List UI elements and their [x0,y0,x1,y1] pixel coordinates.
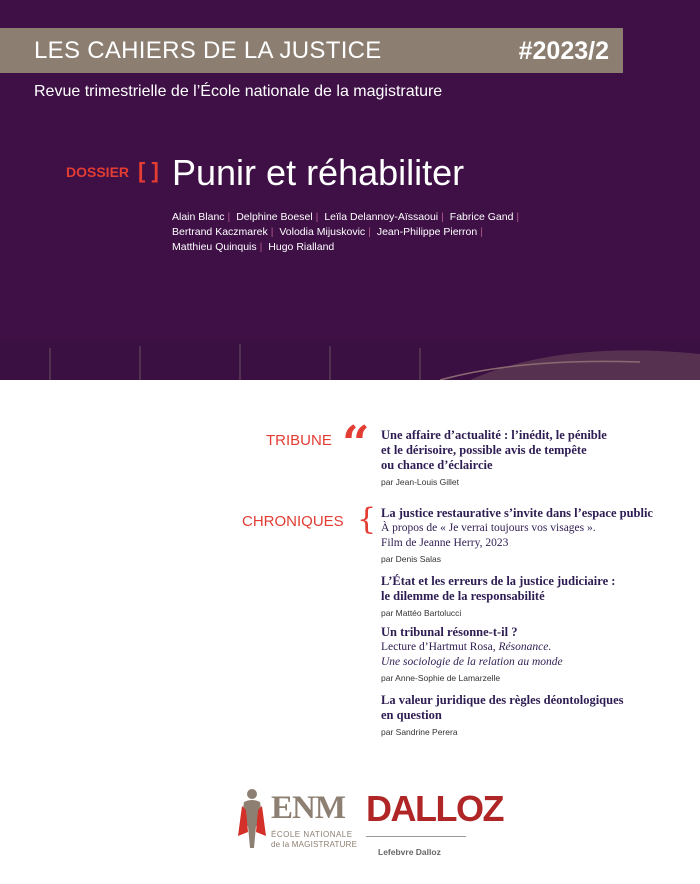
entry-title: Un tribunal résonne-t-il ? [381,625,518,639]
entry-title: L’État et les erreurs de la justice judiciaire : le dilemme de la responsabilité [381,574,616,603]
enm-logo: ENM [271,790,345,826]
author-name: Jean-Philippe Pierron [376,226,478,238]
publisher-logos [230,780,510,860]
title-bar [0,28,623,73]
author-name: Bertrand Kaczmarek [172,226,268,238]
cover-top-band [0,0,700,380]
entry-subtitle: Lecture d’Hartmut Rosa, Résonance. [381,641,552,653]
author-name: Matthieu Quinquis [172,241,257,253]
decorative-architecture-graphic [0,340,700,380]
tribune-entry [381,428,681,487]
enm-figure-icon [234,786,270,850]
entry-title: La valeur juridique des règles déontologiques en question [381,693,624,722]
chronique-entry [381,506,681,564]
entry-author: par Mattéo Bartolucci [381,608,462,618]
dossier-bracket-mark: [ ] [138,158,159,183]
entry-subtitle: Une sociologie de la relation au monde [381,655,563,668]
chronique-entry [381,625,681,683]
brace-icon: { [357,502,377,537]
author-name: Delphine Boesel [236,211,313,223]
entry-author: par Denis Salas [381,554,442,564]
entry-author: par Sandrine Perera [381,727,458,737]
issue-number: #2023/2 [518,37,609,65]
quote-mark-icon: “ [342,416,370,472]
author-name: Hugo Rialland [268,241,335,253]
entry-author: par Anne-Sophie de Lamarzelle [381,673,501,683]
author-name: Alain Blanc [172,211,225,223]
dossier-authors: Alain Blanc | Delphine Boesel | Leïla Delannoy-Aïssaoui | Fabrice Gand | Bertrand Kaczmarek | Volodia Mijuskovic | Jean-Philippe Pierron | Matthieu Quinquis | Hugo Rialland [172,211,520,253]
dossier-label: DOSSIER [66,164,130,180]
entry-subtitle: Film de Jeanne Herry, 2023 [381,536,509,549]
enm-subtitle: de la MAGISTRATURE [271,840,358,849]
logo-divider [366,836,466,837]
entry-title: Une affaire d’actualité : l’inédit, le pénible et le dérisoire, possible avis de tempête ou chance d’éclaircie [381,428,607,472]
entry-title: La justice restaurative s’invite dans l’espace public [381,506,653,520]
lefebvre-dalloz-label: Lefebvre Dalloz [378,847,441,857]
author-name: Fabrice Gand [449,211,514,223]
journal-title: LES CAHIERS DE LA JUSTICE [34,37,382,64]
entry-author: par Jean-Louis Gillet [381,477,459,487]
journal-subtitle: Revue trimestrielle de l’École nationale de la magistrature [34,83,443,100]
entry-subtitle: À propos de « Je verrai toujours vos visages ». [381,522,596,534]
chroniques-label: CHRONIQUES [242,513,344,530]
dossier-title: Punir et réhabiliter [172,152,465,193]
author-name: Volodia Mijuskovic [279,226,366,238]
chronique-entry [381,693,681,737]
tribune-label: TRIBUNE [266,432,332,449]
chronique-entry [381,574,681,618]
dalloz-logo: DALLOZ [366,788,503,829]
author-name: Leïla Delannoy-Aïssaoui [324,211,439,223]
enm-subtitle: ÉCOLE NATIONALE [271,830,353,839]
